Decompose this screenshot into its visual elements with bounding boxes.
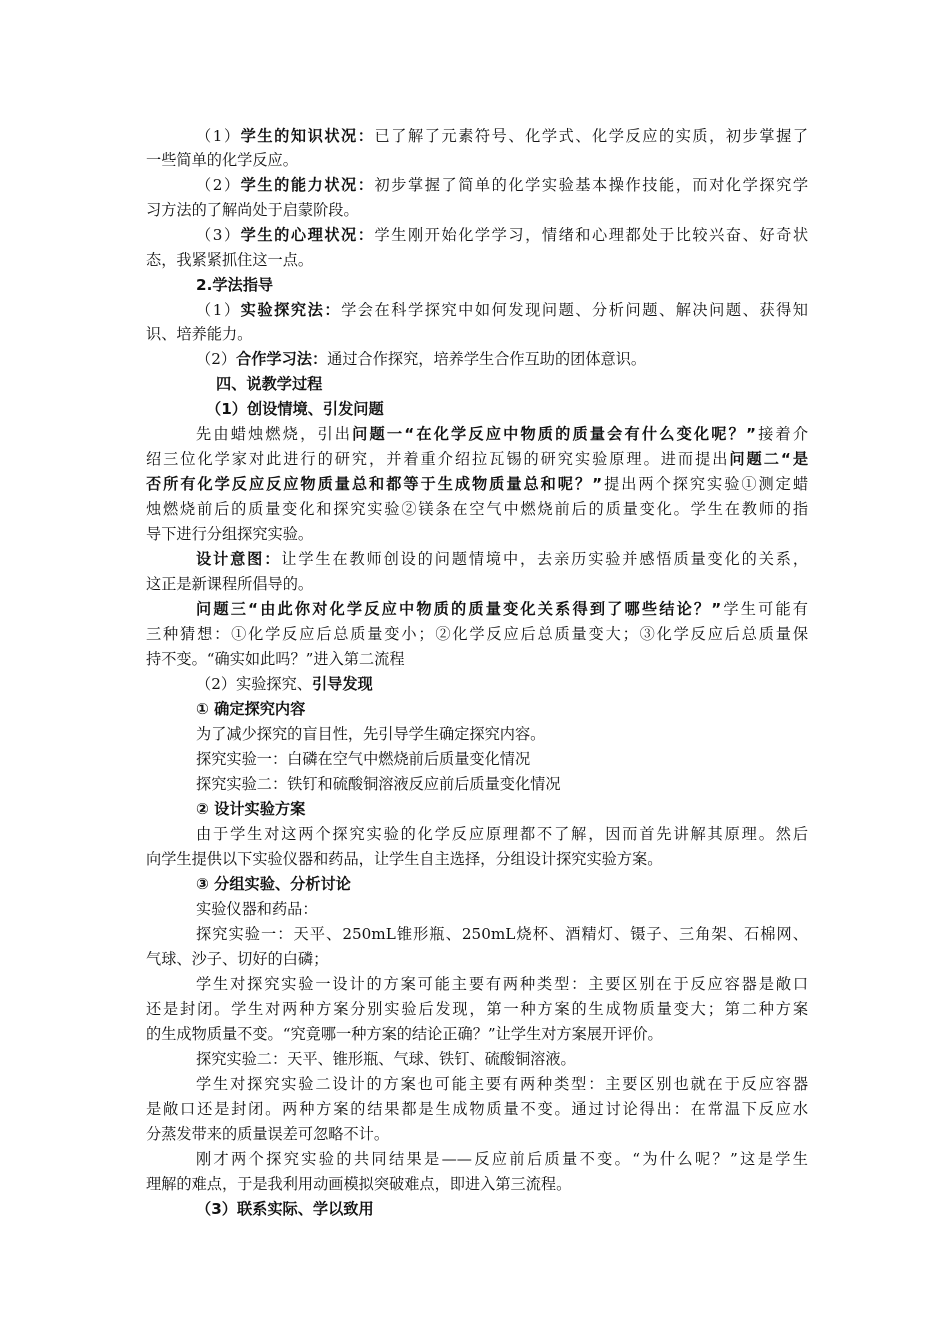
- paragraph-line: [196, 722, 545, 746]
- paragraph-line: [196, 822, 808, 846]
- body-text: 探究实验二：天平、锥形瓶、气球、铁钉、硫酸铜溶液。: [196, 1050, 576, 1068]
- body-text: 已了解了元素符号、化学式、化学反应的实质，初步掌握了: [374, 127, 809, 145]
- subsection-heading: （1）创设情境、引发问题: [206, 400, 384, 418]
- step-heading: ② 设计实验方案: [196, 800, 306, 818]
- bold-heading: 学生的能力状况：: [240, 176, 375, 194]
- bold-heading: 引导发现: [311, 675, 373, 693]
- body-text: 这正是新课程所倡导的。: [146, 575, 314, 593]
- paragraph-line: [146, 1097, 808, 1121]
- paragraph-line: [196, 1047, 576, 1071]
- body-text: 还是封闭。学生对两种方案分别实验后发现，第一种方案的生成物质量变大；第二种方案: [146, 1000, 808, 1018]
- paragraph-line: [196, 597, 808, 621]
- bold-heading: 合作学习法：: [236, 350, 328, 368]
- paragraph-line: [146, 572, 313, 596]
- body-text: 让学生在教师创设的问题情境中，去亲历实验并感悟质量变化的关系，: [281, 550, 809, 568]
- paragraph-line: [196, 897, 318, 921]
- paragraph-line: [146, 1122, 389, 1146]
- section-heading: 四、说教学过程: [216, 375, 323, 393]
- body-text: 向学生提供以下实验仪器和药品，让学生自主选择，分组设计探究实验方案。: [146, 850, 663, 868]
- item-number: （2）: [196, 350, 237, 368]
- paragraph-line: [146, 248, 313, 272]
- body-text: 是敞口还是封闭。两种方案的结果都是生成物质量不变。通过讨论得出：在常温下反应水: [146, 1100, 808, 1118]
- bold-heading: 学生的心理状况：: [240, 226, 375, 244]
- paragraph-line: [196, 1072, 808, 1096]
- body-text: 学生刚开始化学学习，情绪和心理都处于比较兴奋、好奇状: [374, 226, 809, 244]
- step-heading: ① 确定探究内容: [196, 700, 306, 718]
- body-text: 习方法的了解尚处于启蒙阶段。: [146, 201, 359, 219]
- bold-heading: 学生的知识状况：: [240, 127, 375, 145]
- item-number: （3）: [196, 226, 241, 244]
- body-text: 探究实验二：铁钉和硫酸铜溶液反应前后质量变化情况: [196, 775, 561, 793]
- paragraph-line: [146, 148, 298, 172]
- paragraph-line: [146, 997, 808, 1021]
- subsection-heading: [196, 672, 373, 696]
- body-text: 绍三位化学家对此进行的研究，并着重介绍拉瓦锡的研究实验原理。进而提出: [146, 450, 730, 468]
- paragraph-line: [196, 298, 808, 322]
- body-text: 烛燃烧前后的质量变化和探究实验②镁条在空气中燃烧前后的质量变化。学生在教师的指: [146, 500, 808, 518]
- body-text: 学生对探究实验一设计的方案可能主要有两种类型：主要区别在于反应容器是敞口: [196, 975, 808, 993]
- subsection-heading: （3）联系实际、学以致用: [196, 1200, 374, 1218]
- paragraph-line: [196, 922, 808, 946]
- paragraph-line: [146, 472, 808, 496]
- body-text: 分蒸发带来的质量误差可忽略不计。: [146, 1125, 389, 1143]
- paragraph-line: [146, 198, 359, 222]
- body-text: 初步掌握了简单的化学实验基本操作技能，而对化学探究学: [374, 176, 809, 194]
- bold-question: 问题三“由此你对化学反应中物质的质量变化关系得到了哪些结论？”: [196, 600, 722, 618]
- paragraph-line: [146, 322, 252, 346]
- paragraph-line: [196, 747, 530, 771]
- step-heading: ③ 分组实验、分析讨论: [196, 875, 351, 893]
- body-text: 的生成物质量不变。“究竟哪一种方案的结论正确？”让学生对方案展开评价。: [146, 1025, 663, 1043]
- bold-question: 问题一“在化学反应中物质的质量会有什么变化呢？”: [352, 425, 756, 443]
- paragraph-line: [146, 497, 808, 521]
- item-number: （2）实验探究、: [196, 675, 312, 693]
- paragraph-line: [146, 1172, 571, 1196]
- bold-heading: 实验探究法：: [240, 301, 342, 319]
- paragraph-line: [196, 223, 808, 247]
- body-text: 识、培养能力。: [146, 325, 253, 343]
- body-text: 刚才两个探究实验的共同结果是——反应前后质量不变。“为什么呢？”这是学生: [196, 1150, 808, 1168]
- paragraph-line: [196, 173, 808, 197]
- paragraph-line: [146, 947, 328, 971]
- paragraph-line: [196, 547, 808, 571]
- body-text: 导下进行分组探究实验。: [146, 525, 314, 543]
- body-text: 由于学生对这两个探究实验的化学反应原理都不了解，因而首先讲解其原理。然后: [196, 825, 808, 843]
- bold-question: 问题二“是: [729, 450, 809, 468]
- item-number: （1）: [196, 301, 241, 319]
- body-text: 学生对探究实验二设计的方案也可能主要有两种类型：主要区别也就在于反应容器: [196, 1075, 808, 1093]
- body-text: 探究实验一：天平、250mL锥形瓶、250mL烧杯、酒精灯、镊子、三角架、石棉网、: [196, 925, 808, 943]
- body-text: 气球、沙子、切好的白磷；: [146, 950, 329, 968]
- bold-question: 否所有化学反应反应物质量总和都等于生成物质量总和呢？”: [146, 475, 603, 493]
- paragraph-line: [196, 772, 561, 796]
- paragraph-line: [196, 1147, 808, 1171]
- item-number: （2）: [196, 176, 241, 194]
- paragraph-line: [196, 347, 646, 371]
- paragraph-line: [146, 1022, 663, 1046]
- body-text: 提出两个探究实验①测定蜡: [602, 475, 809, 493]
- body-text: 学生可能有: [721, 600, 808, 618]
- body-text: 探究实验一：白磷在空气中燃烧前后质量变化情况: [196, 750, 531, 768]
- bold-heading: 设计意图：: [196, 550, 282, 568]
- body-text: 先由蜡烛燃烧，引出: [196, 425, 353, 443]
- body-text: 学会在科学探究中如何发现问题、分析问题、解决问题、获得知: [341, 301, 808, 319]
- paragraph-line: [196, 124, 808, 148]
- body-text: 一些简单的化学反应。: [146, 151, 298, 169]
- body-text: 理解的难点，于是我利用动画模拟突破难点，即进入第三流程。: [146, 1175, 572, 1193]
- paragraph-line: [146, 447, 808, 471]
- item-number: （1）: [196, 127, 241, 145]
- paragraph-line: [146, 622, 808, 646]
- body-text: 态，我紧紧抓住这一点。: [146, 251, 314, 269]
- body-text: 实验仪器和药品：: [196, 900, 318, 918]
- body-text: 接着介: [755, 425, 809, 443]
- paragraph-line: [196, 422, 808, 446]
- body-text: 通过合作探究，培养学生合作互助的团体意识。: [327, 350, 647, 368]
- body-text: 为了减少探究的盲目性，先引导学生确定探究内容。: [196, 725, 546, 743]
- section-heading: 2.学法指导: [196, 276, 274, 294]
- paragraph-line: [196, 972, 808, 996]
- body-text: 持不变。“确实如此吗？”进入第二流程: [146, 650, 405, 668]
- paragraph-line: [146, 522, 313, 546]
- paragraph-line: [146, 847, 662, 871]
- paragraph-line: [146, 647, 405, 671]
- body-text: 三种猜想：①化学反应后总质量变小；②化学反应后总质量变大；③化学反应后总质量保: [146, 625, 808, 643]
